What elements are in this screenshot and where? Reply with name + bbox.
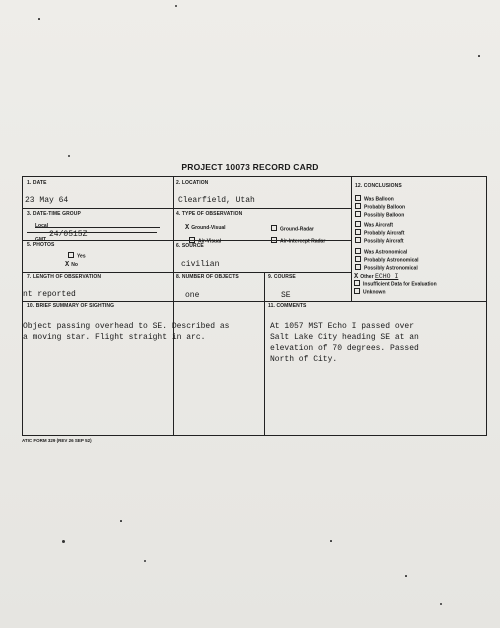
- ground-radar-label: Ground-Radar: [280, 226, 314, 233]
- record-card: [22, 176, 487, 436]
- checkbox-icon: [355, 237, 361, 243]
- conclusion-label: Possibly Aircraft: [364, 238, 404, 245]
- conclusion-item: [355, 203, 405, 211]
- dtg-label: 3. DATE-TIME GROUP: [27, 211, 81, 217]
- photos-no-option: [65, 261, 78, 269]
- air-visual-label: Air-Visual: [198, 238, 222, 245]
- checkbox-icon: [354, 288, 360, 294]
- divider-h: [23, 301, 486, 302]
- date-label: 1. DATE: [27, 180, 47, 186]
- comments-text: [270, 321, 419, 365]
- scan-speck: [440, 603, 442, 605]
- conclusion-item: [355, 248, 419, 256]
- conclusion-label: Insufficient Data for Evaluation: [363, 281, 437, 288]
- scan-speck: [478, 55, 480, 57]
- checkbox-icon: [355, 203, 361, 209]
- conclusion-item: [355, 195, 405, 203]
- comments-line: elevation of 70 degrees. Passed: [270, 344, 419, 353]
- photos-yes-label: Yes: [77, 253, 86, 260]
- checkbox-icon: [355, 256, 361, 262]
- checkbox-icon: [355, 229, 361, 235]
- conclusions-group-other: [354, 274, 437, 296]
- ground-visual-option: [185, 224, 226, 232]
- checkbox-icon: [271, 225, 277, 231]
- summary-label: 10. BRIEF SUMMARY OF SIGHTING: [27, 303, 115, 309]
- scan-speck: [175, 5, 177, 7]
- conclusion-label: Possibly Balloon: [364, 212, 405, 219]
- conclusions-group-aircraft: [355, 221, 404, 244]
- card-title: PROJECT 10073 RECORD CARD: [181, 162, 319, 172]
- checkbox-icon: [355, 211, 361, 217]
- local-underline: [35, 227, 160, 228]
- location-value: Clearfield, Utah: [178, 196, 255, 205]
- gmt-label: GMT: [35, 237, 47, 243]
- checkbox-icon: [355, 195, 361, 201]
- divider-v-right: [351, 177, 352, 301]
- ground-visual-label: Ground-Visual: [191, 225, 226, 231]
- photos-no-label: No: [71, 262, 78, 268]
- other-value: ECHO I: [374, 273, 399, 280]
- scan-speck: [330, 540, 332, 542]
- conclusions-group-astronomical: [355, 248, 419, 271]
- source-label: 6. SOURCE: [176, 243, 204, 249]
- form-number: ATIC FORM 329 (REV 26 SEP 52): [22, 438, 92, 443]
- conclusion-item: [354, 288, 437, 296]
- conclusion-item: [355, 211, 405, 219]
- ground-radar-option: [271, 225, 314, 233]
- photos-label: 5. PHOTOS: [27, 242, 55, 248]
- comments-line: North of City.: [270, 355, 338, 364]
- scan-speck: [62, 540, 65, 543]
- summary-line: Object passing overhead to SE. Described as: [23, 322, 230, 331]
- divider-h: [23, 208, 351, 209]
- conclusions-group-balloon: [355, 195, 405, 218]
- conclusion-item: [355, 264, 419, 272]
- air-intercept-label: Air-Intercept Radar: [280, 238, 326, 245]
- comments-line: Salt Lake City heading SE at an: [270, 333, 419, 342]
- summary-text: [23, 321, 229, 343]
- conclusion-item: [355, 237, 404, 245]
- comments-label: 11. COMMENTS: [268, 303, 307, 309]
- summary-line: a moving star. Flight straight in arc.: [23, 333, 206, 342]
- divider-h: [23, 272, 351, 273]
- checked-mark: X: [354, 273, 359, 281]
- conclusion-label: Probably Aircraft: [364, 230, 405, 237]
- source-value: civilian: [181, 260, 220, 269]
- conclusion-label: Possibly Astronomical: [364, 265, 418, 272]
- conclusion-label: Unknown: [363, 289, 386, 296]
- conclusion-label: Was Astronomical: [364, 249, 408, 256]
- checkbox-icon: [355, 264, 361, 270]
- num-objects-value: one: [185, 291, 200, 300]
- checkbox-icon: [68, 252, 74, 258]
- conclusion-label: Other: [360, 274, 374, 280]
- checkbox-icon: [355, 248, 361, 254]
- obs-type-label: 4. TYPE OF OBSERVATION: [176, 211, 243, 217]
- checked-mark: X: [65, 261, 70, 269]
- num-objects-label: 8. NUMBER OF OBJECTS: [176, 274, 239, 280]
- comments-line: At 1057 MST Echo I passed over: [270, 322, 415, 331]
- underline: [27, 232, 157, 233]
- conclusion-label: Was Balloon: [364, 196, 394, 203]
- gmt-value: 24/0515Z: [49, 230, 88, 239]
- scan-speck: [405, 575, 407, 577]
- photos-yes-option: [68, 252, 86, 260]
- scan-speck: [144, 560, 146, 562]
- scan-speck: [68, 155, 70, 157]
- conclusion-label: Probably Balloon: [364, 204, 406, 211]
- divider-v-left: [173, 177, 174, 435]
- checkbox-icon: [355, 221, 361, 227]
- course-label: 9. COURSE: [268, 274, 296, 280]
- divider-v-mid: [264, 272, 265, 435]
- conclusion-item: [355, 256, 419, 264]
- local-label: Local: [35, 223, 49, 229]
- scan-speck: [38, 18, 40, 20]
- location-label: 2. LOCATION: [176, 180, 209, 186]
- conclusion-item: [355, 221, 404, 229]
- length-value: nt reported: [23, 290, 76, 299]
- conclusion-label: Probably Astronomical: [364, 257, 419, 264]
- conclusion-item: [354, 280, 437, 288]
- course-value: SE: [281, 291, 291, 300]
- conclusion-label: Was Aircraft: [364, 222, 394, 229]
- scan-speck: [120, 520, 122, 522]
- conclusion-item: [355, 229, 404, 237]
- checkbox-icon: [271, 237, 277, 243]
- air-intercept-option: [271, 237, 325, 245]
- length-label: 7. LENGTH OF OBSERVATION: [27, 274, 102, 280]
- date-value: 23 May 64: [25, 196, 69, 205]
- conclusions-label: 12. CONCLUSIONS: [355, 183, 402, 189]
- checked-mark: X: [185, 224, 190, 232]
- checkbox-icon: [354, 280, 360, 286]
